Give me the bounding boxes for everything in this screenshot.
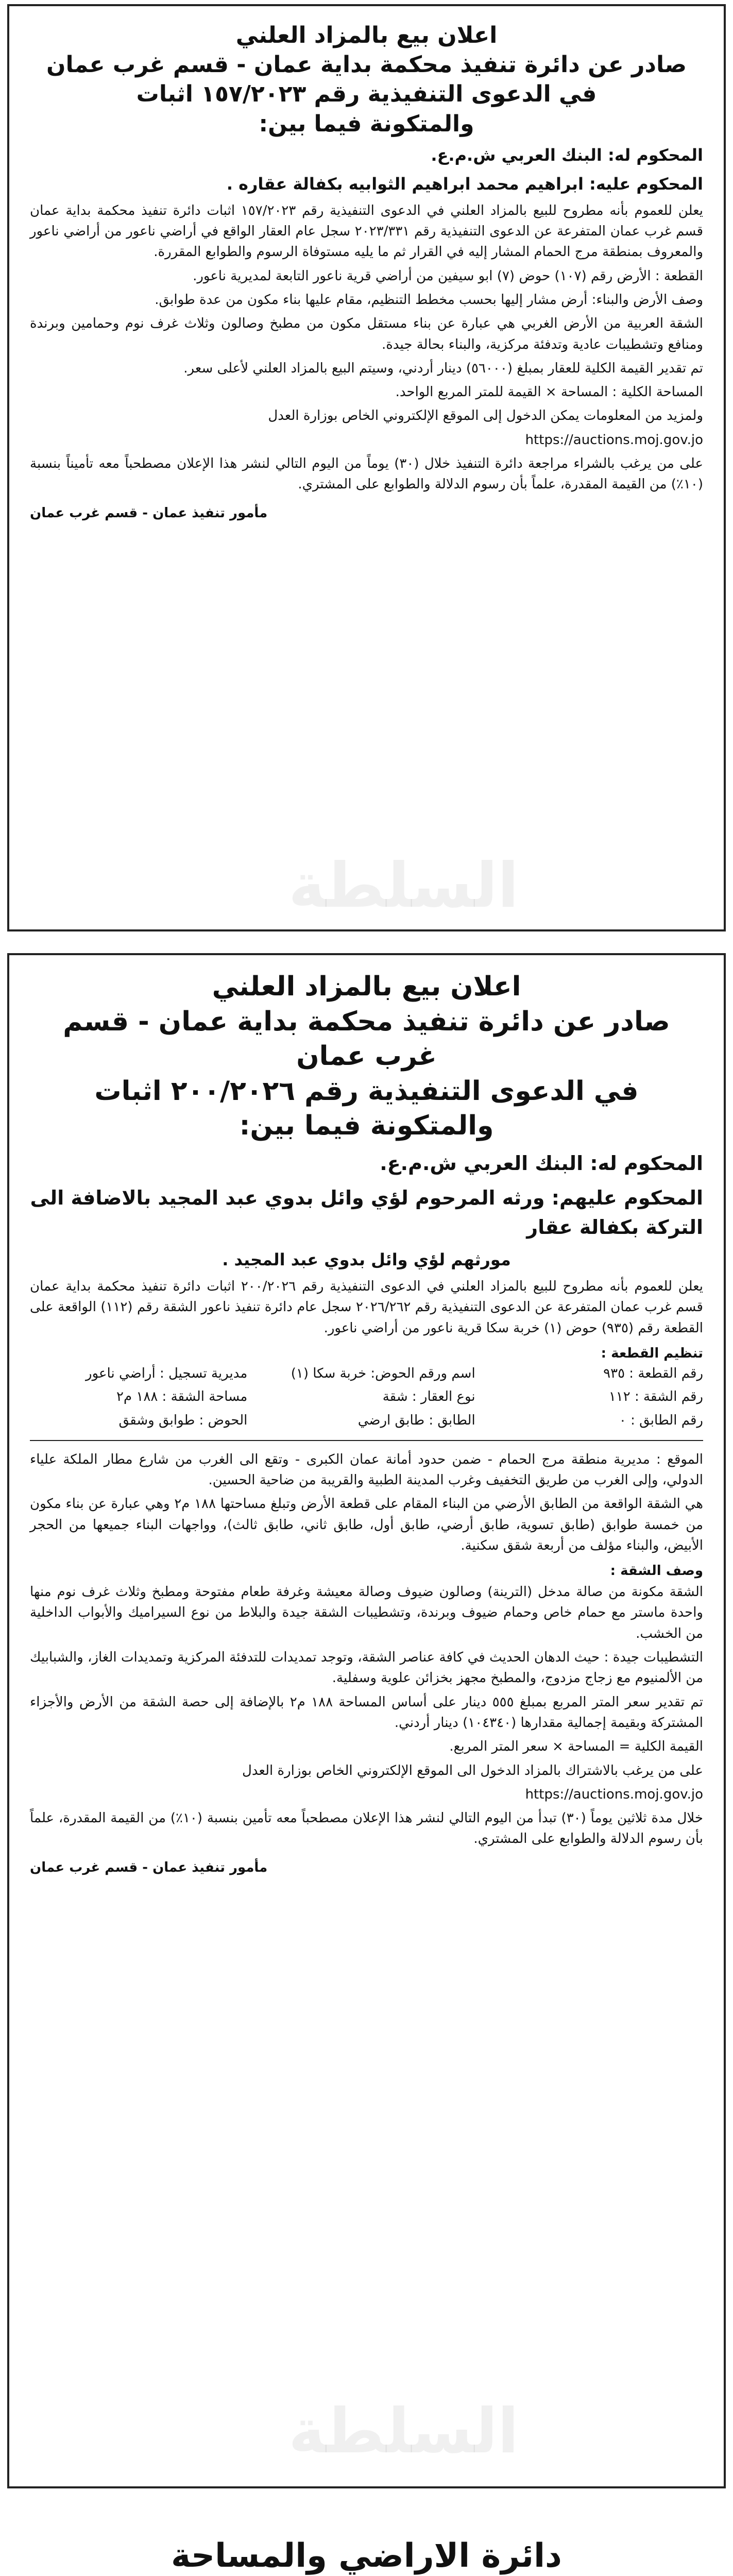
location: الموقع : مديرية منطقة مرج الحمام - ضمن حدود أمانة عمان الكبرى - وتقع الى الغرب من شارع مطار الملكة علياء الدولي، وإلى الغرب من طريق التخفيف وغرب المدينة الطبية والقريبة من ضاحية الحسين.	[30, 1451, 703, 1488]
land-info: القطعة : الأرض رقم (١٠٧) حوض (٧) ابو سيفين من أراضي قرية ناعور التابعة لمديرية ناعور.	[193, 268, 703, 284]
detail-cell: مساحة الشقة : ١٨٨ م٢	[116, 1389, 248, 1405]
case-number: في الدعوى التنفيذية رقم ١٥٧/٢٠٢٣ اثبات	[136, 81, 597, 108]
detail-cell: اسم ورقم الحوض: خربة سكا (١)	[291, 1365, 475, 1381]
divider	[30, 1440, 703, 1441]
creditor: المحكوم له: البنك العربي ش.م.ع.	[431, 145, 703, 165]
notice-intro: يعلن للعموم بأنه مطروح للبيع بالمزاد العلني في الدعوى التنفيذية رقم ٢٠٠/٢٠٢٦ اثبات دائرة تنفيذ محكمة بداية عمان قسم غرب عمان المتفرعة عن الدعوى التنفيذية رقم ٢٠٢٦/٢٦٢ سجل عام دائرة تنفيذ ناعور الشقة رقم (١١٢) الواقعة على القطعة رقم (٩٣٥) حوض (١) خربة سكا قرية ناعور من أراضي ناعور.	[30, 1278, 703, 1336]
signature: مأمور تنفيذ عمان - قسم غرب عمان	[30, 1859, 268, 1875]
terms: على من يرغب بالشراء مراجعة دائرة التنفيذ خلال (٣٠) يوماً من اليوم التالي لنشر هذا الإعلان مصطحباً معه تأميناً بنسبة (١٠٪) من القيمة المقدرة، علماً بأن رسوم الدلالة والطوابع على المشتري.	[30, 456, 703, 493]
land-notice	[7, 2514, 726, 2576]
creditor: المحكوم له: البنك العربي ش.م.ع.	[380, 1151, 703, 1175]
notice-subtitle: صادر عن دائرة تنفيذ محكمة بداية عمان - قسم غرب عمان	[63, 1006, 670, 1072]
terms: خلال مدة ثلاثين يوماً (٣٠) تبدأ من اليوم التالي لنشر هذا الإعلان مصطحباً معه تأمين بنسبة (١٠٪) من القيمة المقدرة، علماً بأن رسوم الدلالة والطوابع على المشتري.	[30, 1810, 703, 1847]
notice-title: اعلان بيع بالمزاد العلني	[212, 971, 521, 1002]
debtor: المحكوم عليه: ابراهيم محمد ابراهيم الثوابيه بكفالة عقاره .	[226, 174, 703, 194]
finishing: التشطيبات جيدة : حيث الدهان الحديث في كافة عناصر الشقة، وتوجد تمديدات للتدفئة المركزية وتمديدات الغاز، والشبابيك من الألمنيوم مع زجاج مزدوج، والمطبخ مجهز بخزائن علوية وسفلية.	[30, 1650, 703, 1686]
detail-cell: الحوض : طوابق وشقق	[118, 1413, 248, 1429]
auction-site-link[interactable]: https://auctions.moj.gov.jo	[525, 1786, 703, 1802]
site-text: ولمزيد من المعلومات يمكن الدخول إلى الموقع الإلكتروني الخاص بوزارة العدل	[268, 408, 703, 424]
detail-cell: نوع العقار : شقة	[382, 1389, 475, 1405]
detail-cell: رقم القطعة : ٩٣٥	[603, 1365, 703, 1381]
details-row	[30, 1386, 703, 1408]
site-text: على من يرغب بالاشتراك بالمزاد الدخول الى الموقع الإلكتروني الخاص بوزارة العدل	[242, 1762, 703, 1778]
building-description: هي الشقة الواقعة من الطابق الأرضي من البناء المقام على قطعة الأرض وتبلغ مساحتها ١٨٨ م٢ وهي عبارة عن بناء مكون من خمسة طوابق (طابق تسوية، طابق أرضي، طابق أول، طابق ثاني، طابق ثالث)، وواجهات البناء جميعها من الحجر الأبيض، والبناء مؤلف من أربعة شقق سكنية.	[30, 1496, 703, 1553]
property-description: الشقة العربية من الأرض الغربي هي عبارة عن بناء مستقل مكون من مطبخ وصالون وثلاث غرف نوم وحمامين وبرندة ومنافع وتشطيبات عادية وتدفئة مركزية، والبناء بحالة جيدة.	[30, 316, 703, 352]
notice-subtitle: صادر عن دائرة تنفيذ محكمة بداية عمان - قسم غرب عمان	[46, 52, 687, 78]
apartment-spec: الشقة مكونة من صالة مدخل (الترينة) وصالون ضيوف وصالة معيشة وغرفة طعام مفتوحة ومطبخ وثلاث غرف نوم منها واحدة ماستر مع حمام خاص وحمام ضيوف وبرندة، وتشطيبات الشقة جيدة والبلاط من نوع السيراميك والأبواب الداخلية من الخشب.	[30, 1584, 703, 1641]
department-title: دائرة الاراضي والمساحة	[171, 2537, 562, 2575]
details-row	[30, 1410, 703, 1432]
detail-cell: رقم الشقة : ١١٢	[608, 1389, 703, 1405]
valuation: تم تقدير سعر المتر المربع بمبلغ ٥٥٥ دينار على أساس المساحة ١٨٨ م٢ بالإضافة إلى حصة الشقة من الأرض والأجزاء المشتركة وبقيمة إجمالية مقدارها (١٠٤٣٤٠) دينار أردني.	[30, 1694, 703, 1731]
details-title: تنظيم القطعة :	[601, 1345, 703, 1361]
spec-title: وصف الشقة :	[610, 1563, 703, 1579]
notice-title: اعلان بيع بالمزاد العلني	[235, 22, 498, 48]
notice-intro: يعلن للعموم بأنه مطروح للبيع بالمزاد العلني في الدعوى التنفيذية رقم ١٥٧/٢٠٢٣ اثبات دائرة تنفيذ محكمة بداية عمان قسم غرب عمان المتفرعة عن الدعوى التنفيذية رقم ٢٠٢٣/٣٣١ سجل عام العقار الواقع في أراضي ناعور من أراضي ناعور والمعروف بمنطقة مرج الحمام المشار إليه في القرار ثم ما يليه مستوفاة الرسوم والطوابع المقررة.	[30, 202, 703, 260]
building-info: وصف الأرض والبناء: أرض مشار إليها بحسب مخطط التنظيم، مقام عليها بناء مكون من عدة طوابق.	[155, 292, 703, 308]
details-row	[30, 1363, 703, 1385]
auction-site-link[interactable]: https://auctions.moj.gov.jo	[525, 432, 703, 448]
area-formula: المساحة الكلية : المساحة × القيمة للمتر المربع الواحد.	[395, 384, 703, 400]
auction-notice-1	[7, 4, 726, 931]
parties-heading: والمتكونة فيما بين:	[259, 110, 474, 137]
signature: مأمور تنفيذ عمان - قسم غرب عمان	[30, 505, 268, 521]
details-table	[30, 1363, 703, 1432]
price-formula: القيمة الكلية = المساحة × سعر المتر المربع.	[449, 1739, 703, 1755]
heirs: مورثهم لؤي وائل بدوي عبد المجيد .	[222, 1249, 511, 1269]
parties-heading: والمتكونة فيما بين:	[239, 1110, 494, 1142]
debtor: المحكوم عليهم: ورثه المرحوم لؤي وائل بدوي عبد المجيد بالاضافة الى التركة بكفالة عقار	[30, 1186, 703, 1239]
detail-cell: رقم الطابق : ٠	[619, 1413, 703, 1429]
detail-cell: الطابق : طابق ارضي	[357, 1413, 475, 1429]
valuation: تم تقدير القيمة الكلية للعقار بمبلغ (٥٦٠٠٠) دينار أردني، وسيتم البيع بالمزاد العلني لأعلى سعر.	[183, 360, 703, 376]
auction-notice-2	[7, 953, 726, 2488]
detail-cell: مديرية تسجيل : أراضي ناعور	[86, 1365, 248, 1381]
case-number: في الدعوى التنفيذية رقم ٢٠٠/٢٠٢٦ اثبات	[94, 1075, 639, 1107]
